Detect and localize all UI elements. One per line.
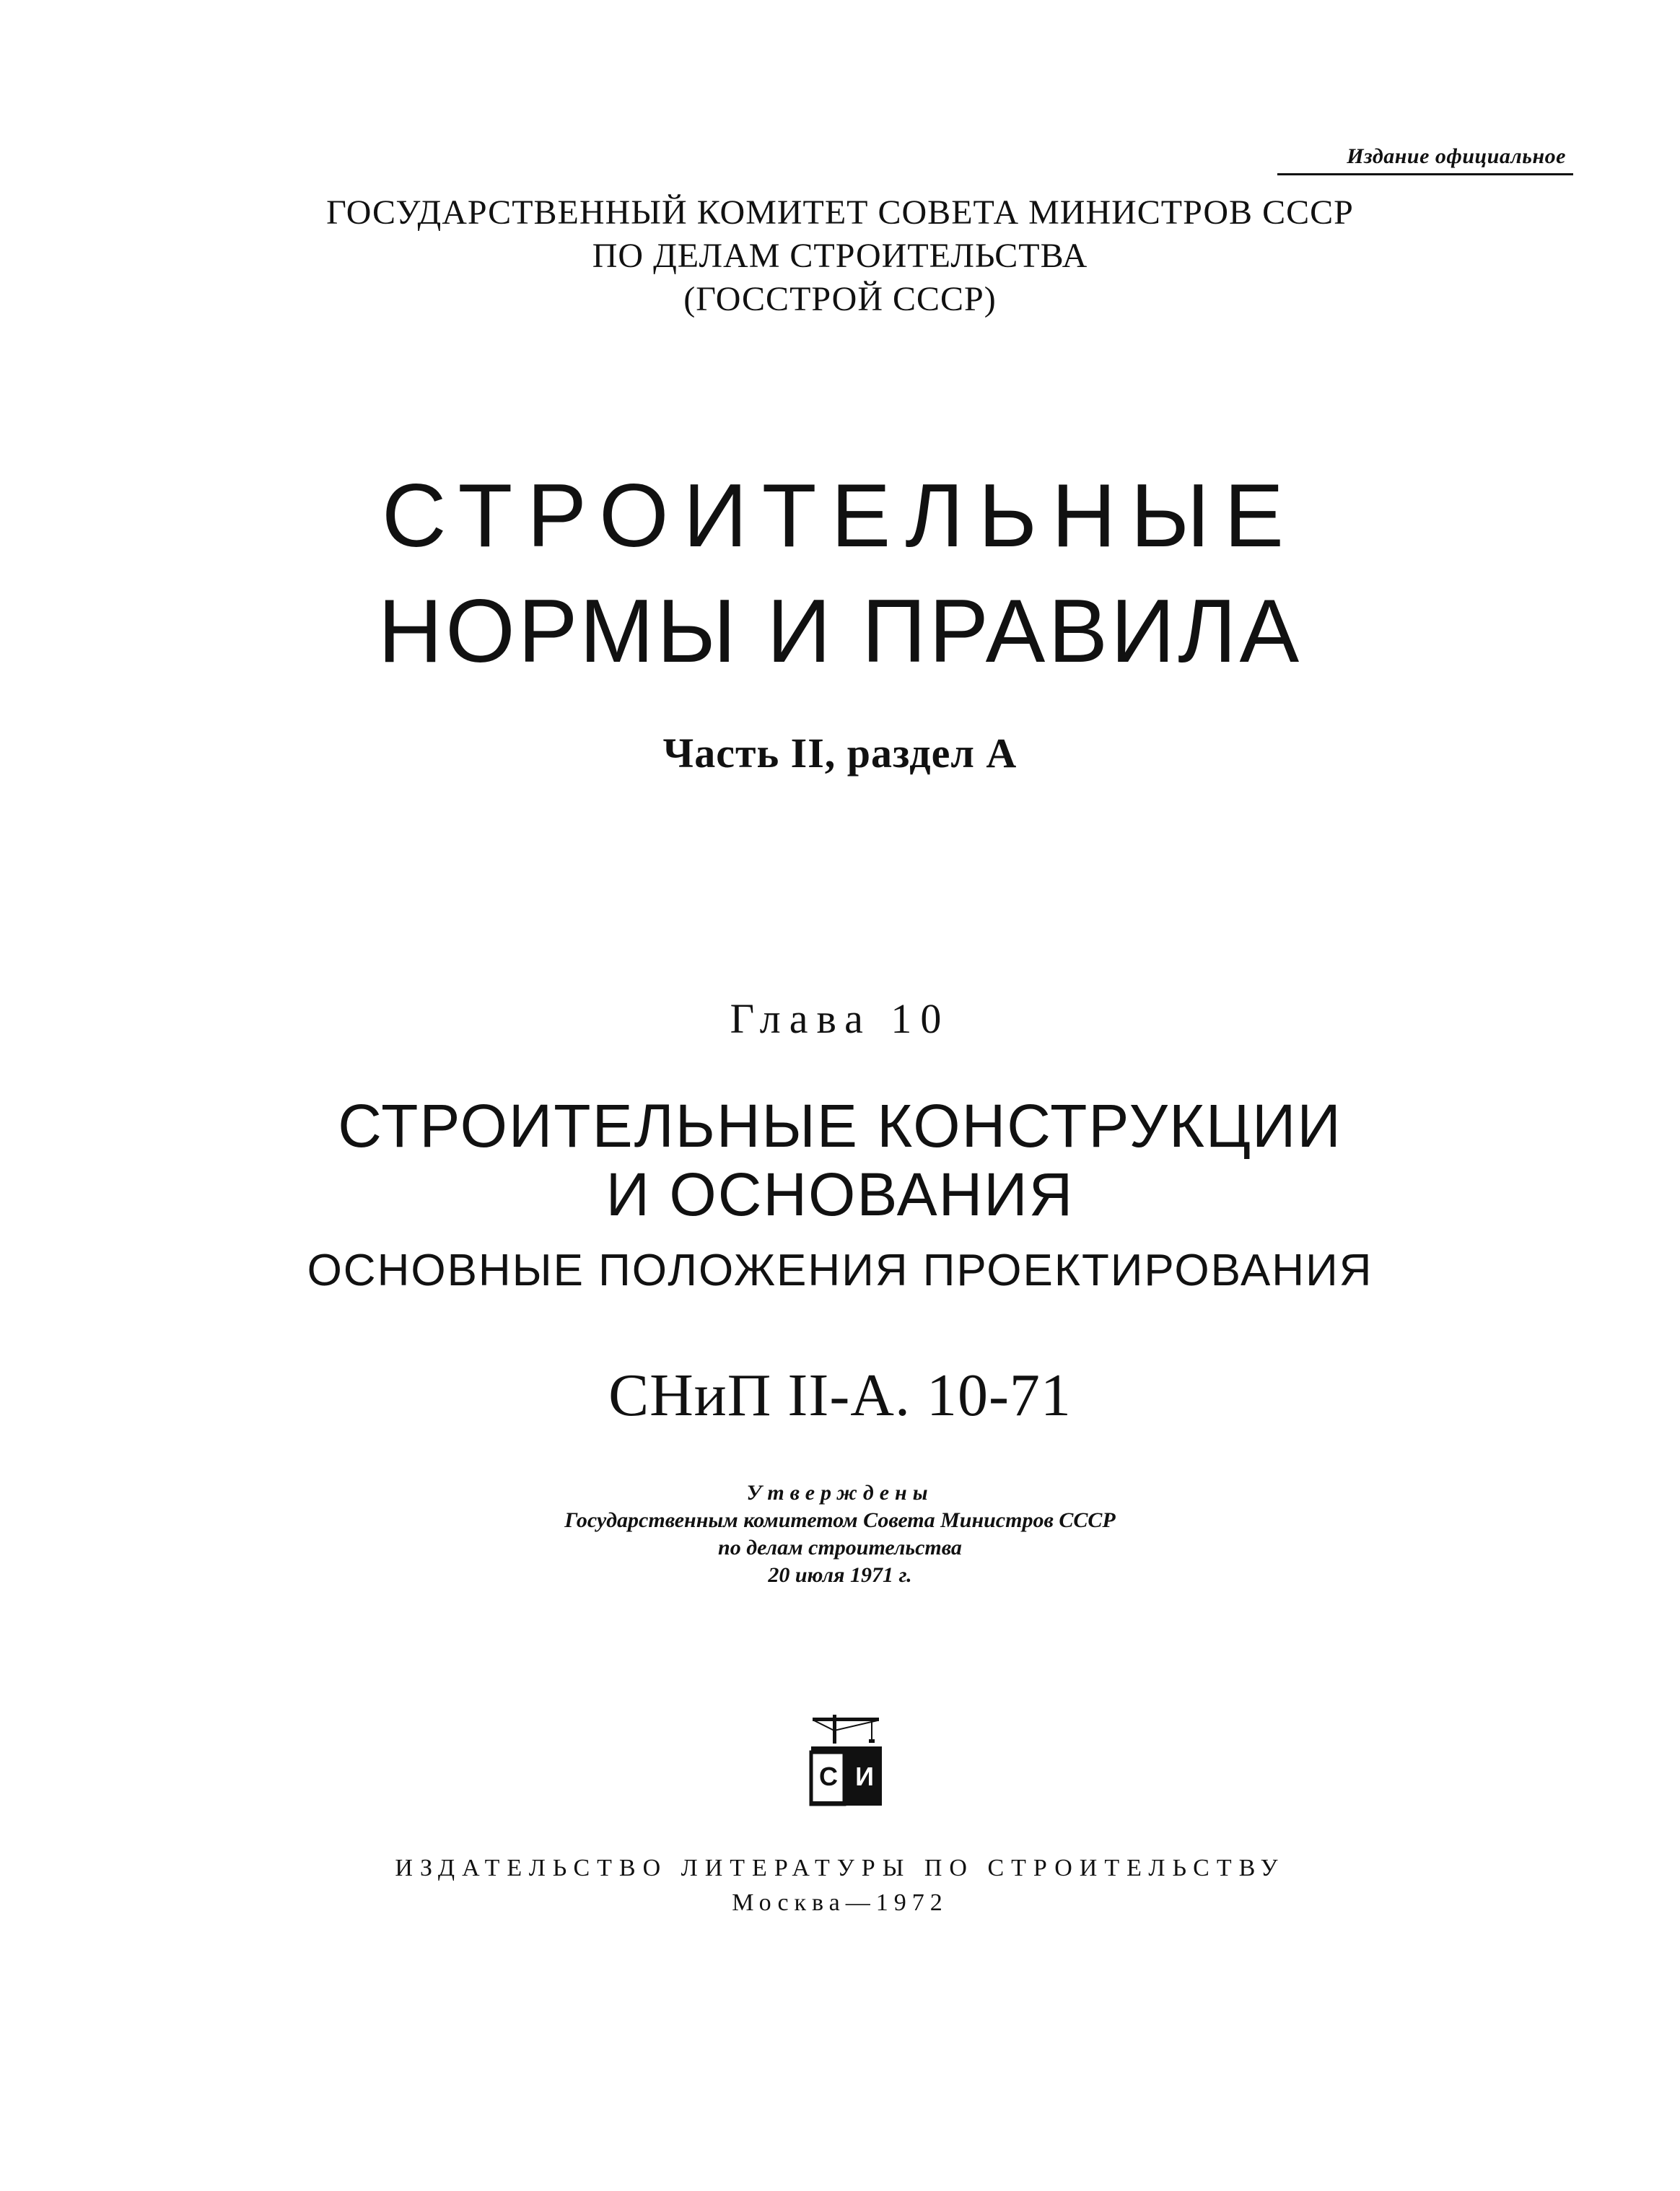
approval-line-4: 20 июля 1971 г.: [768, 1563, 912, 1587]
committee-line-1: ГОСУДАРСТВЕННЫЙ КОМИТЕТ СОВЕТА МИНИСТРОВ СССР: [326, 193, 1354, 232]
approval-line-2: Государственным комитетом Совета Министров СССР: [564, 1508, 1116, 1532]
official-edition-rule: [1277, 173, 1573, 175]
subject-line-3: ОСНОВНЫЕ ПОЛОЖЕНИЯ ПРОЕКТИРОВАНИЯ: [307, 1246, 1373, 1295]
logo-letter-right: И: [855, 1762, 874, 1791]
approval-line-1: Утверждены: [746, 1481, 934, 1505]
logo-letter-left: С: [819, 1762, 838, 1791]
publisher-logo-icon: [807, 1710, 886, 1811]
title-line-2: НОРМЫ И ПРАВИЛА: [377, 582, 1303, 681]
approval-line-3: по делам строительства: [718, 1536, 962, 1560]
committee-line-3: (ГОССТРОЙ СССР): [683, 280, 997, 318]
logo-lettering: [815, 1762, 880, 1791]
document-code: СНиП II-А. 10-71: [608, 1362, 1072, 1429]
part-section: Часть II, раздел А: [662, 730, 1018, 777]
subject-line-2: И ОСНОВАНИЯ: [605, 1160, 1075, 1228]
official-edition-label: Издание официальное: [1347, 144, 1566, 168]
publisher-name: ИЗДАТЕЛЬСТВО ЛИТЕРАТУРЫ ПО СТРОИТЕЛЬСТВУ: [395, 1855, 1285, 1881]
subject-line-1: СТРОИТЕЛЬНЫЕ КОНСТРУКЦИИ: [338, 1092, 1342, 1160]
chapter-label: Глава 10: [730, 995, 950, 1042]
committee-line-2: ПО ДЕЛАМ СТРОИТЕЛЬСТВА: [592, 237, 1088, 275]
title-line-1: СТРОИТЕЛЬНЫЕ: [382, 466, 1298, 566]
city-year: Москва—1972: [732, 1889, 948, 1916]
